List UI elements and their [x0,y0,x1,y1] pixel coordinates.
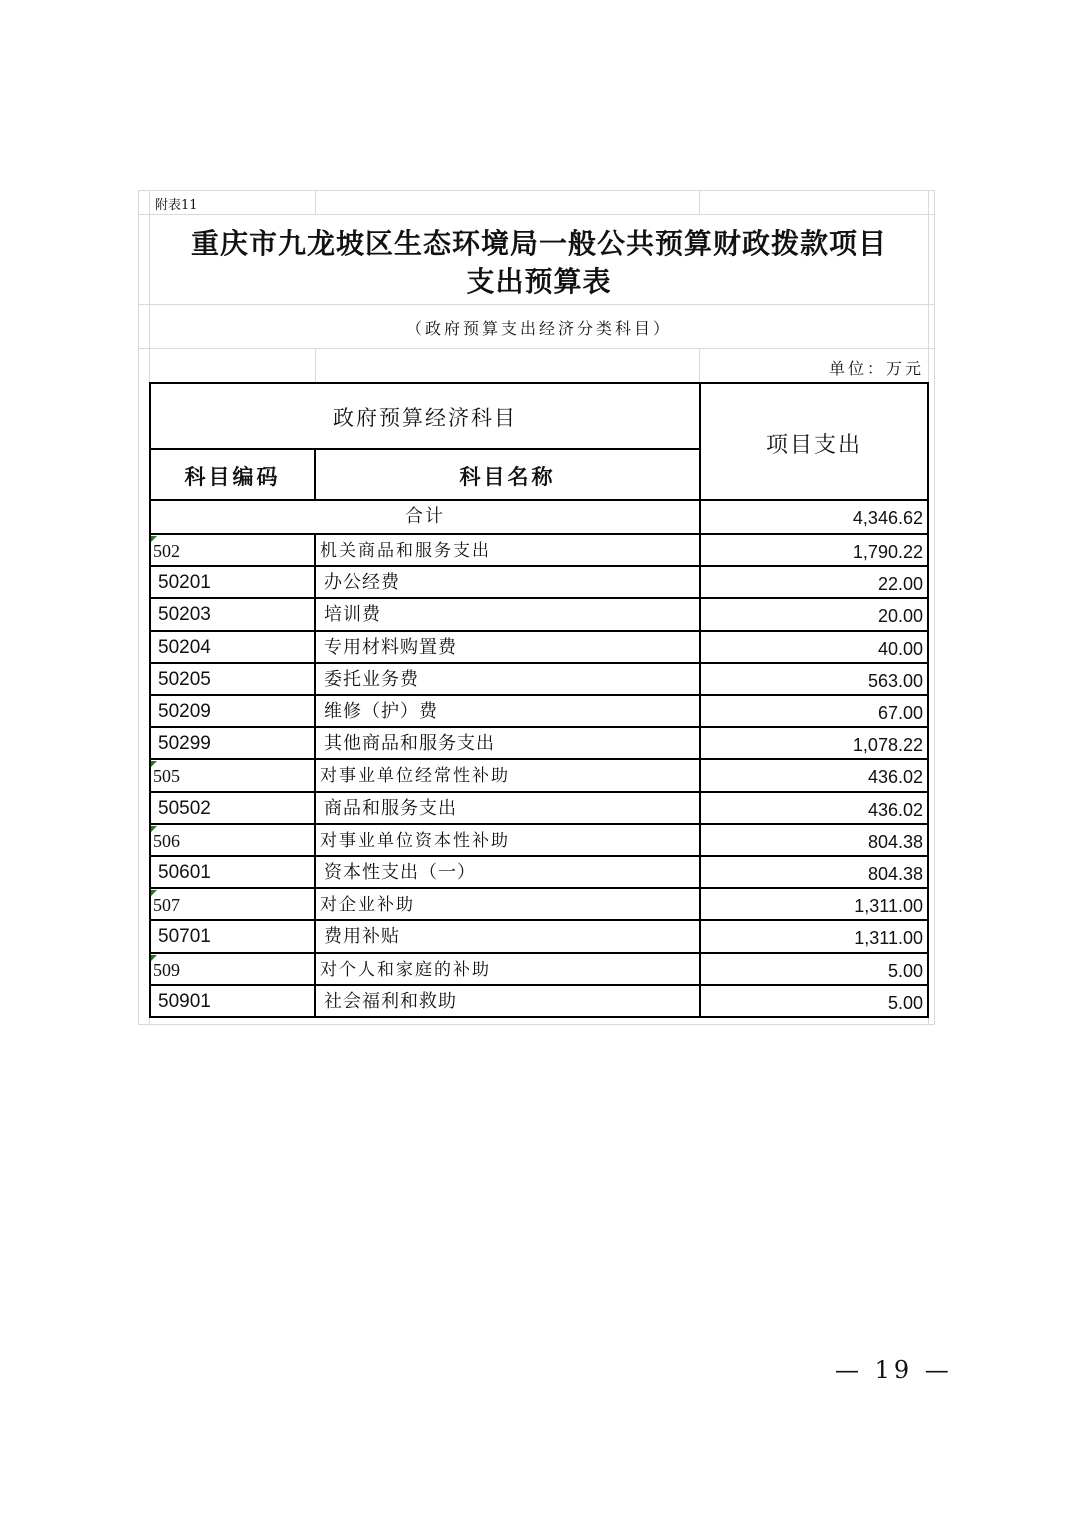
row-name: 对企业补助 [320,895,415,916]
unit-label: 单位：万元 [828,359,924,378]
row-code: 50209 [158,701,211,722]
row-amount: 5.00 [887,960,923,981]
row-code: 505 [153,766,180,787]
row-name: 维修（护）费 [324,701,438,722]
table-border [149,694,929,696]
header-code: 科目编码 [184,465,281,489]
table-border [149,855,929,857]
page-title: 重庆市九龙坡区生态环境局一般公共预算财政拨款项目 [190,227,887,260]
row-amount: 20.00 [877,606,923,627]
total-amount: 4,346.62 [852,508,923,528]
row-name: 专用材料购置费 [324,636,457,658]
row-amount: 436.02 [867,767,923,788]
row-amount: 1,311.00 [854,928,923,949]
grid-line [138,190,139,1025]
table-border [149,758,929,760]
grid-line [138,348,935,349]
row-name: 社会福利和救助 [324,990,457,1012]
grid-line [315,190,316,215]
row-amount: 804.38 [867,864,923,884]
grid-line [138,1024,935,1025]
row-code: 502 [153,541,180,561]
page-title-line2: 支出预算表 [466,265,612,298]
row-name: 资本性支出（一） [324,862,476,883]
row-code: 50201 [158,572,211,594]
row-name: 办公经费 [324,572,400,594]
header-group: 政府预算经济科目 [333,406,517,430]
row-code: 50205 [158,668,211,690]
total-label: 合计 [405,506,445,527]
table-border [314,534,316,1018]
row-amount: 5.00 [887,992,923,1013]
grid-line [138,190,935,191]
row-name: 培训费 [324,604,381,626]
row-code: 50502 [158,797,211,819]
header-amount: 项目支出 [765,433,862,458]
row-name: 对个人和家庭的补助 [320,959,491,980]
row-amount: 40.00 [877,638,923,659]
table-border [149,1016,929,1018]
row-name: 费用补贴 [324,926,400,948]
table-border [149,448,700,450]
row-name: 对事业单位经常性补助 [320,766,510,787]
table-border [149,382,929,384]
row-code: 50901 [158,990,211,1012]
row-amount: 804.38 [867,831,923,852]
row-name: 委托业务费 [324,668,419,690]
row-amount: 436.02 [867,799,923,820]
subtitle: （政府预算支出经济分类科目） [405,319,672,338]
row-amount: 67.00 [877,703,923,723]
table-border [149,597,929,599]
grid-line [699,348,700,384]
row-amount: 1,078.22 [852,735,923,756]
row-name: 机关商品和服务支出 [320,541,491,561]
table-border [149,823,929,825]
grid-line [138,304,935,305]
table-border [149,887,929,889]
row-code: 507 [153,895,180,916]
row-name: 对事业单位资本性补助 [320,830,510,851]
table-border [149,662,929,664]
grid-line [315,348,316,384]
row-amount: 563.00 [867,670,923,691]
row-name: 商品和服务支出 [324,797,457,819]
table-border [149,565,929,567]
row-amount: 1,311.00 [854,896,923,917]
row-name: 其他商品和服务支出 [324,733,495,755]
row-code: 50203 [158,604,211,626]
row-code: 50601 [158,862,211,883]
grid-line [934,190,935,1025]
page-number: — 19 — [835,1356,953,1384]
table-border [149,984,929,986]
table-border [149,791,929,793]
table-border [149,726,929,728]
row-amount: 1,790.22 [852,542,923,562]
table-border [149,630,929,632]
row-code: 509 [153,959,180,980]
table-border [149,533,929,535]
table-border [927,382,929,1018]
row-code: 50299 [158,733,211,755]
row-code: 506 [153,830,180,851]
header-name: 科目名称 [459,465,556,489]
table-border [149,952,929,954]
row-amount: 22.00 [877,574,923,595]
appendix-note: 附表11 [155,198,198,213]
grid-line [138,214,935,215]
grid-line [699,190,700,215]
row-code: 50204 [158,636,211,658]
row-code: 50701 [158,926,211,948]
table-border [149,919,929,921]
